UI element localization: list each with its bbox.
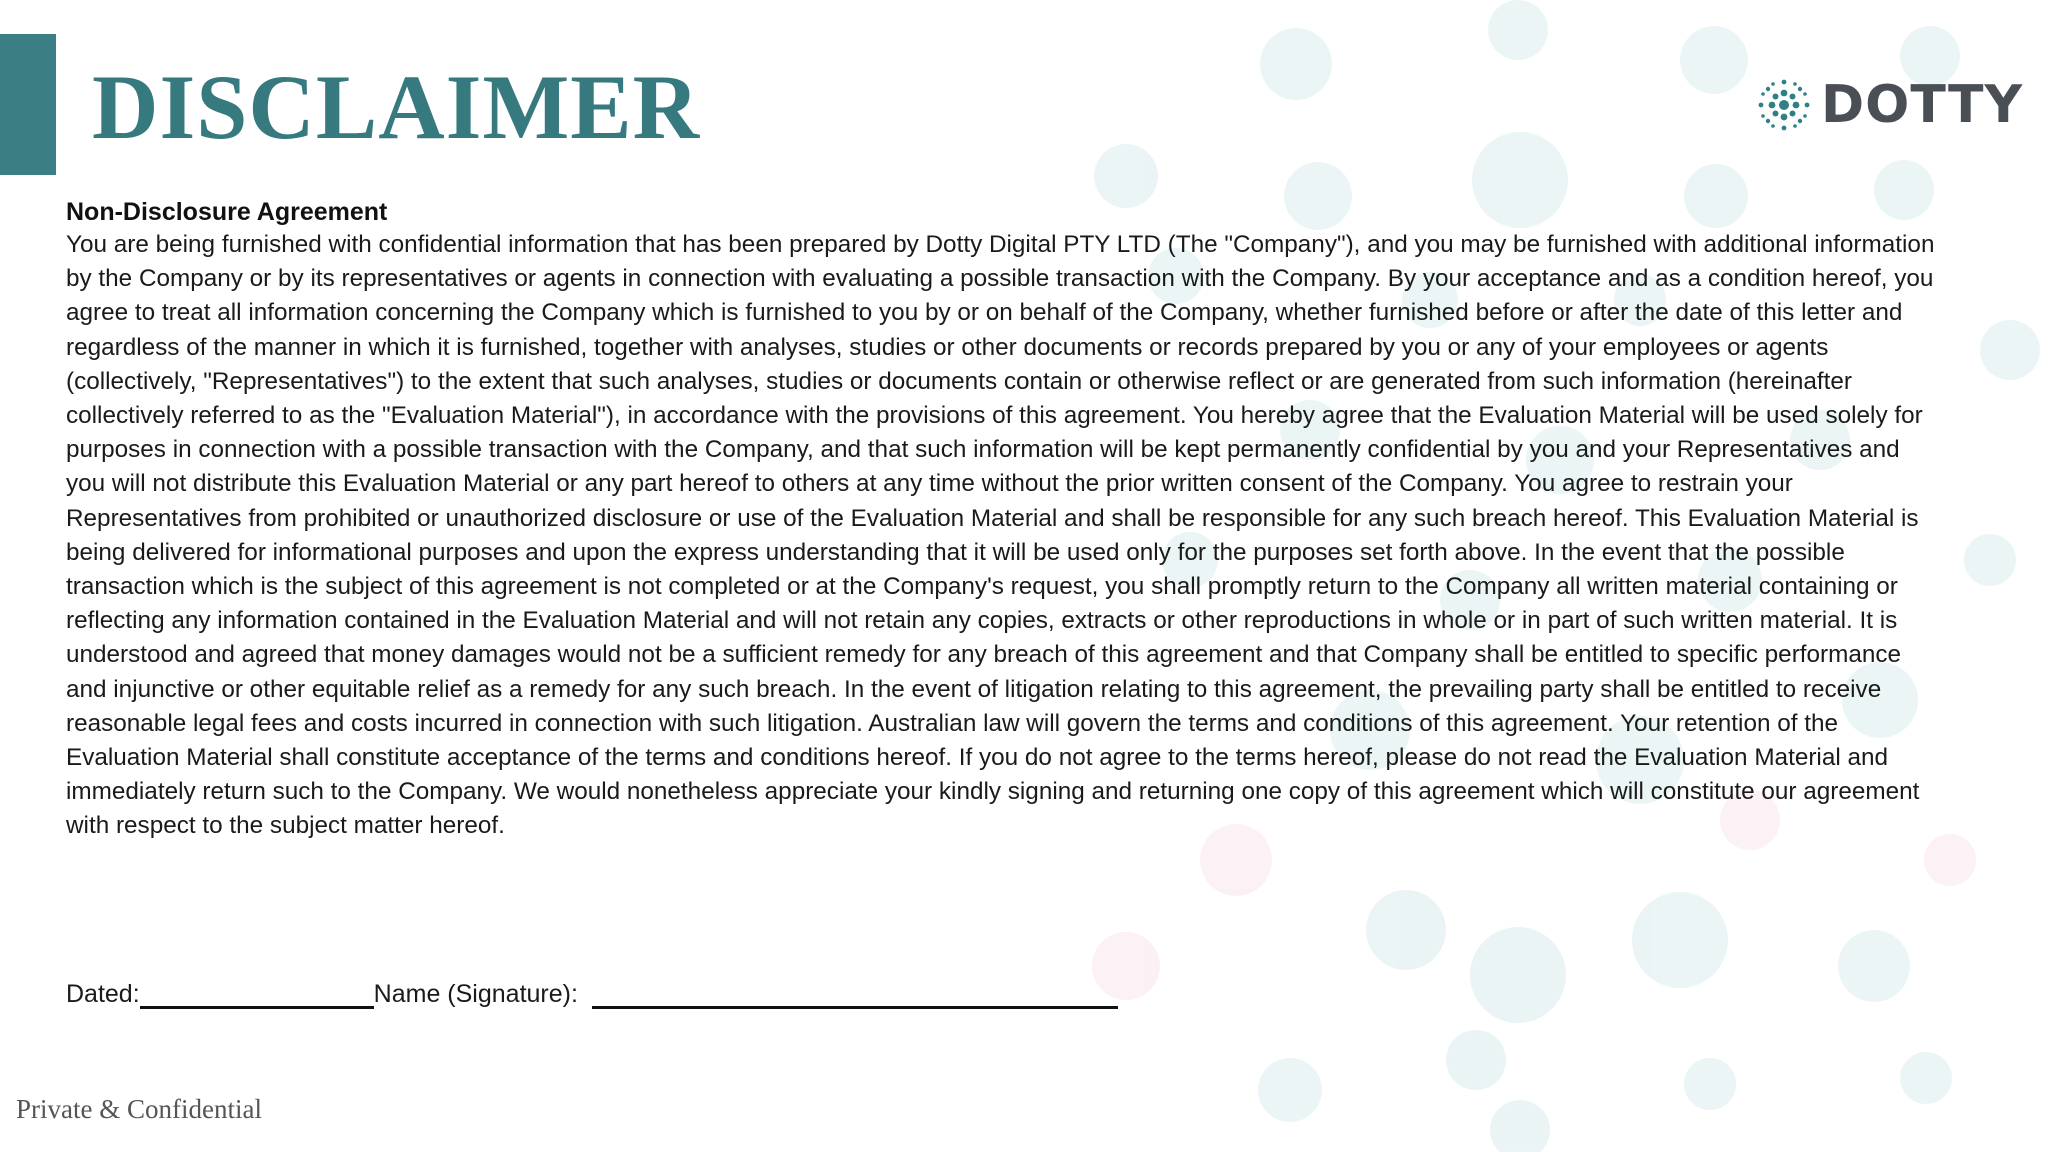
- title-accent-bar: [0, 34, 56, 175]
- dated-line[interactable]: [140, 978, 374, 1009]
- dated-label: Dated:: [66, 980, 140, 1008]
- agreement-section: [66, 196, 1938, 844]
- signature-line[interactable]: [592, 978, 1118, 1009]
- signature-row: [66, 978, 1118, 1009]
- agreement-subtitle: Non-Disclosure Agreement: [66, 198, 388, 226]
- company-logo: [1755, 70, 2023, 140]
- name-signature-label: Name (Signature):: [373, 980, 578, 1008]
- dotty-logo-icon: [1755, 76, 1813, 134]
- agreement-body: You are being furnished with confidential information that has been prepared by Dotty Digital PTY LTD (The "Company"), and you may be furnished with additional information by the Company or by its representatives or agents in connection with evaluating a possible transaction with the Company. By your acceptance and as a condition hereof, you agree to treat all information concerning the Company which is furnished to you by or on behalf of the Company, whether furnished before or after the date of this letter and regardless of the manner in which it is furnished, together with analyses, studies or other documents or records prepared by you or any of your employees or agents (collectively, "Representatives") to the extent that such analyses, studies or documents contain or otherwise reflect or are generated from such information (hereinafter collectively referred to as the "Evaluation Material"), in accordance with the provisions of this agreement. You hereby agree that the Evaluation Material will be used solely for purposes in connection with a possible transaction with the Company, and that such information will be kept permanently confidential by you and your Representatives and you will not distribute this Evaluation Material or any part hereof to others at any time without the prior written consent of the Company. You agree to restrain your Representatives from prohibited or unauthorized disclosure or use of the Evaluation Material and shall be responsible for any such breach hereof. This Evaluation Material is being delivered for informational purposes and upon the express understanding that it will be used only for the purposes set forth above. In the event that the possible transaction which is the subject of this agreement is not completed or at the Company's request, you shall promptly return to the Company all written material containing or reflecting any information contained in the Evaluation Material and will not retain any copies, extracts or other reproductions in whole or in part of such written material. It is understood and agreed that money damages would not be a sufficient remedy for any breach of this agreement and that Company shall be entitled to specific performance and injunctive or other equitable relief as a remedy for any such breach. In the event of litigation relating to this agreement, the prevailing party shall be entitled to receive reasonable legal fees and costs incurred in connection with such litigation. Australian law will govern the terms and conditions of this agreement. Your retention of the Evaluation Material shall constitute acceptance of the terms and conditions hereof. If you do not agree to the terms hereof, please do not read the Evaluation Material and immediately return such to the Company. We would nonetheless appreciate your kindly signing and returning one copy of this agreement which will constitute our agreement with respect to the subject matter hereof.: [66, 231, 1935, 840]
- page-title: DISCLAIMER: [92, 56, 701, 158]
- confidential-footer: Private & Confidential: [16, 1094, 262, 1124]
- logo-wordmark: DOTTY: [1821, 75, 2024, 135]
